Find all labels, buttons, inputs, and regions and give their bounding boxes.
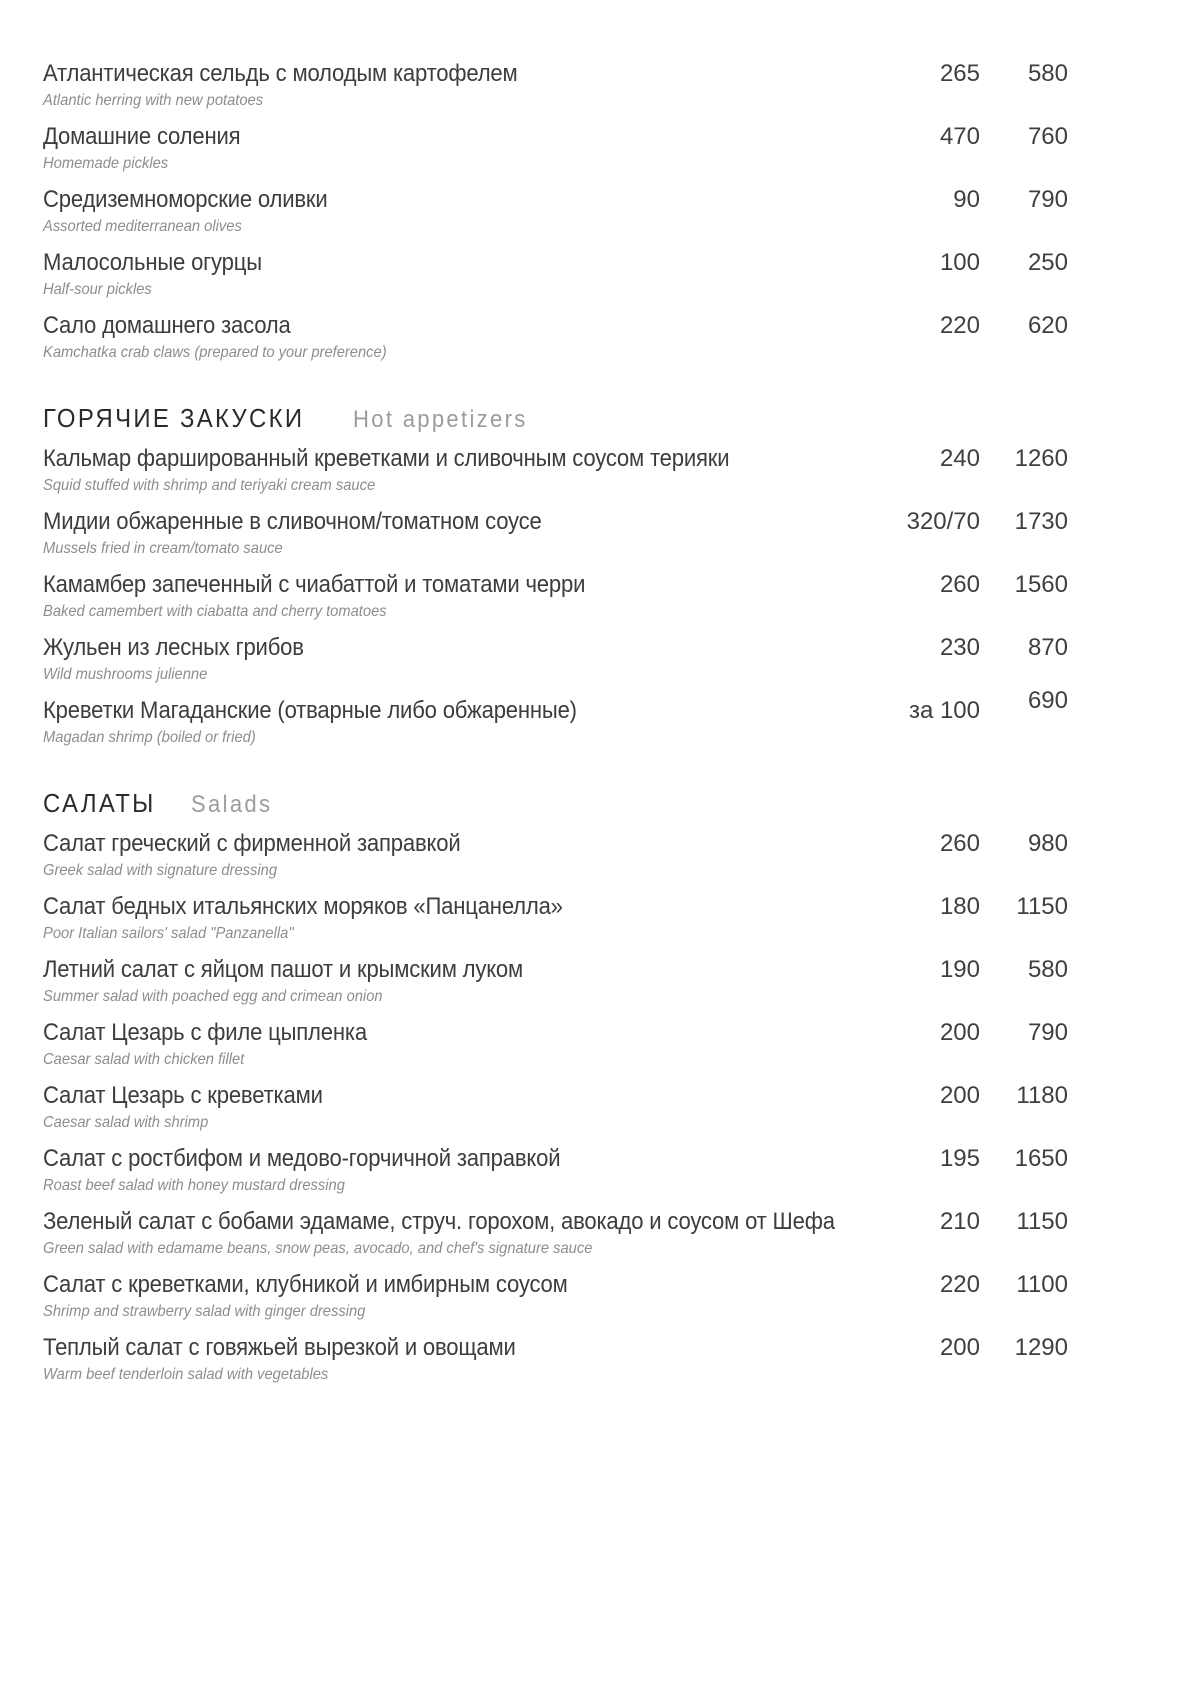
menu-item-title-ru: Малосольные огурцы xyxy=(43,249,262,276)
menu-item-title-ru: Домашние соления xyxy=(43,123,241,150)
menu-page xyxy=(43,60,1068,1397)
menu-item-price: 760 xyxy=(1027,123,1068,150)
menu-item-subtitle-row xyxy=(43,151,822,174)
menu-item-text xyxy=(43,1334,830,1385)
menu-item-text xyxy=(43,1082,830,1133)
menu-item-price: 1260 xyxy=(1014,445,1068,472)
menu-item-weight: 210 xyxy=(939,1208,980,1235)
menu-item-title-en: Caesar salad with shrimp xyxy=(43,1114,209,1131)
menu-item-title-en: Squid stuffed with shrimp and teriyaki cream sauce xyxy=(43,477,376,494)
menu-item-price: 1150 xyxy=(1016,893,1068,920)
menu-item xyxy=(43,186,1068,237)
menu-item xyxy=(43,1334,1068,1385)
menu-item-price: 580 xyxy=(1027,956,1068,983)
menu-item-weight: 230 xyxy=(939,634,980,661)
menu-item-subtitle-row xyxy=(43,1236,822,1259)
menu-item-title-en: Summer salad with poached egg and crimean onion xyxy=(43,988,383,1005)
menu-item-price: 1560 xyxy=(1014,571,1068,598)
menu-item xyxy=(43,123,1068,174)
menu-item-title-ru: Зеленый салат с бобами эдамаме, струч. горохом, авокадо и соусом от Шефа xyxy=(43,1208,835,1235)
section-items xyxy=(43,830,1068,1385)
menu-item-weight: 320/70 xyxy=(906,508,980,535)
menu-item-text xyxy=(43,830,830,881)
section-header xyxy=(43,403,1068,433)
menu-item-price: 790 xyxy=(1027,186,1068,213)
menu-item-title-ru: Теплый салат с говяжьей вырезкой и овощами xyxy=(43,1334,516,1361)
menu-item-title-en: Poor Italian sailors' salad "Panzanella" xyxy=(43,925,294,942)
menu-item-title-ru: Атлантическая сельдь с молодым картофелем xyxy=(43,60,518,87)
menu-item-subtitle-row xyxy=(43,921,822,944)
menu-item-title-ru: Камамбер запеченный с чиабаттой и томатами черри xyxy=(43,571,586,598)
menu-item-weight: 90 xyxy=(953,186,980,213)
menu-item-title-en: Baked camembert with ciabatta and cherry tomatoes xyxy=(43,603,387,620)
menu-item-weight: 220 xyxy=(939,312,980,339)
section-title-en: Hot appetizers xyxy=(353,406,528,433)
menu-item-subtitle-row xyxy=(43,277,822,300)
menu-item-title-ru: Салат Цезарь с филе цыпленка xyxy=(43,1019,367,1046)
menu-item-text xyxy=(43,634,830,685)
menu-item-title-en: Warm beef tenderloin salad with vegetables xyxy=(43,1366,329,1383)
menu-item-text xyxy=(43,445,830,496)
menu-item-text xyxy=(43,1208,835,1259)
menu-item-title-en: Shrimp and strawberry salad with ginger dressing xyxy=(43,1303,366,1320)
menu-item-title-en: Wild mushrooms julienne xyxy=(43,666,208,683)
menu-item-title-en: Half-sour pickles xyxy=(43,281,152,298)
menu-item-subtitle-row xyxy=(43,473,822,496)
menu-item-weight: 200 xyxy=(939,1334,980,1361)
menu-item xyxy=(43,60,1068,111)
menu-item-title-ru: Салат с креветками, клубникой и имбирным соусом xyxy=(43,1271,568,1298)
menu-item-price: 1100 xyxy=(1016,1271,1068,1298)
menu-item-subtitle-row xyxy=(43,536,822,559)
menu-item-title-ru: Салат Цезарь с креветками xyxy=(43,1082,323,1109)
menu-section xyxy=(43,403,1068,748)
menu-item-text xyxy=(43,312,830,363)
section-title-ru: ГОРЯЧИЕ ЗАКУСКИ xyxy=(43,403,305,433)
menu-item-weight: 200 xyxy=(939,1019,980,1046)
menu-item-price: 870 xyxy=(1027,634,1068,661)
menu-item-text xyxy=(43,697,830,748)
menu-item-weight: 100 xyxy=(939,249,980,276)
menu-item-subtitle-row xyxy=(43,1173,822,1196)
menu-item-weight: за 100 xyxy=(908,697,980,724)
menu-item-text xyxy=(43,893,830,944)
menu-item-weight: 265 xyxy=(939,60,980,87)
menu-item-subtitle-row xyxy=(43,214,822,237)
menu-item-weight: 260 xyxy=(939,571,980,598)
menu-item-price: 790 xyxy=(1027,1019,1068,1046)
menu-item-text xyxy=(43,956,830,1007)
section-items xyxy=(43,445,1068,748)
menu-item-text xyxy=(43,1019,830,1070)
menu-item-subtitle-row xyxy=(43,340,822,363)
menu-item-title-ru: Летний салат с яйцом пашот и крымским луком xyxy=(43,956,524,983)
menu-item-weight: 190 xyxy=(939,956,980,983)
menu-item-title-en: Assorted mediterranean olives xyxy=(43,218,242,235)
menu-item-subtitle-row xyxy=(43,858,822,881)
menu-item-price: 1650 xyxy=(1014,1145,1068,1172)
menu-item-subtitle-row xyxy=(43,599,822,622)
menu-item-text xyxy=(43,1271,830,1322)
menu-item-subtitle-row xyxy=(43,1047,822,1070)
section-header xyxy=(43,788,1068,818)
menu-item-price: 580 xyxy=(1027,60,1068,87)
menu-item-title-en: Atlantic herring with new potatoes xyxy=(43,92,264,109)
menu-item-title-ru: Салат бедных итальянских моряков «Панцанелла» xyxy=(43,893,563,920)
menu-item-weight: 200 xyxy=(939,1082,980,1109)
menu-item xyxy=(43,1271,1068,1322)
menu-item-text xyxy=(43,571,830,622)
menu-item-weight: 260 xyxy=(939,830,980,857)
menu-item-title-en: Green salad with edamame beans, snow peas, avocado, and chef's signature sauce xyxy=(43,1240,593,1257)
menu-item xyxy=(43,1208,1068,1259)
menu-item-title-ru: Средиземноморские оливки xyxy=(43,186,328,213)
menu-item xyxy=(43,445,1068,496)
menu-item xyxy=(43,1019,1068,1070)
section-title-en: Salads xyxy=(191,791,273,818)
menu-item-title-ru: Салат с ростбифом и медово-горчичной заправкой xyxy=(43,1145,561,1172)
menu-item-title-en: Mussels fried in cream/tomato sauce xyxy=(43,540,283,557)
menu-item-title-ru: Жульен из лесных грибов xyxy=(43,634,304,661)
menu-item-price: 1150 xyxy=(1016,1208,1068,1235)
menu-item-price: 1730 xyxy=(1014,508,1068,535)
menu-item xyxy=(43,508,1068,559)
menu-item xyxy=(43,634,1068,685)
menu-item xyxy=(43,1082,1068,1133)
menu-item-title-en: Magadan shrimp (boiled or fried) xyxy=(43,729,256,746)
menu-section xyxy=(43,60,1068,363)
menu-item-title-ru: Салат греческий с фирменной заправкой xyxy=(43,830,461,857)
menu-item-price: 980 xyxy=(1027,830,1068,857)
menu-item-text xyxy=(43,508,830,559)
menu-item-subtitle-row xyxy=(43,725,822,748)
menu-item-price: 690 xyxy=(1027,687,1068,714)
menu-item xyxy=(43,956,1068,1007)
menu-item xyxy=(43,249,1068,300)
menu-item-text xyxy=(43,1145,830,1196)
section-title-ru: САЛАТЫ xyxy=(43,788,156,818)
menu-section xyxy=(43,788,1068,1385)
menu-item-subtitle-row xyxy=(43,1299,822,1322)
menu-item-subtitle-row xyxy=(43,1110,822,1133)
menu-item-title-en: Roast beef salad with honey mustard dressing xyxy=(43,1177,345,1194)
menu-item-price: 1290 xyxy=(1014,1334,1068,1361)
menu-item-subtitle-row xyxy=(43,88,822,111)
menu-item xyxy=(43,571,1068,622)
menu-item xyxy=(43,830,1068,881)
menu-item-subtitle-row xyxy=(43,984,822,1007)
menu-item-text xyxy=(43,123,830,174)
menu-item-title-ru: Креветки Магаданские (отварные либо обжаренные) xyxy=(43,697,577,724)
menu-item xyxy=(43,312,1068,363)
menu-item-title-en: Caesar salad with chicken fillet xyxy=(43,1051,245,1068)
section-items xyxy=(43,60,1068,363)
menu-item xyxy=(43,687,1068,748)
menu-item-title-en: Greek salad with signature dressing xyxy=(43,862,278,879)
menu-item xyxy=(43,893,1068,944)
menu-item-subtitle-row xyxy=(43,662,822,685)
menu-item-title-en: Kamchatka crab claws (prepared to your preference) xyxy=(43,344,387,361)
menu-item-weight: 240 xyxy=(939,445,980,472)
menu-item-text xyxy=(43,60,830,111)
menu-item-weight: 180 xyxy=(939,893,980,920)
menu-item-weight: 470 xyxy=(939,123,980,150)
menu-item-weight: 220 xyxy=(939,1271,980,1298)
menu-item-title-ru: Мидии обжаренные в сливочном/томатном соусе xyxy=(43,508,542,535)
menu-item xyxy=(43,1145,1068,1196)
menu-item-title-ru: Кальмар фаршированный креветками и сливочным соусом терияки xyxy=(43,445,730,472)
menu-item-weight: 195 xyxy=(939,1145,980,1172)
menu-item-text xyxy=(43,186,830,237)
menu-item-price: 250 xyxy=(1027,249,1068,276)
menu-item-subtitle-row xyxy=(43,1362,822,1385)
menu-item-price: 620 xyxy=(1027,312,1068,339)
menu-item-title-en: Homemade pickles xyxy=(43,155,169,172)
menu-item-price: 1180 xyxy=(1016,1082,1068,1109)
menu-item-title-ru: Сало домашнего засола xyxy=(43,312,291,339)
menu-item-text xyxy=(43,249,830,300)
